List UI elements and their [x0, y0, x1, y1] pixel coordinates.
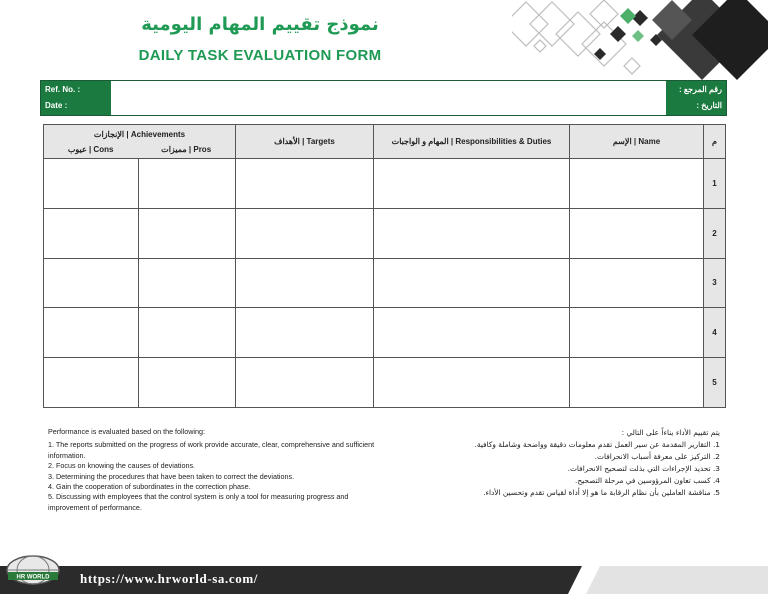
logo-text: HR WORLD [16, 574, 50, 581]
evaluation-table [43, 124, 726, 408]
cell-cons[interactable] [44, 308, 139, 358]
decorative-diamonds [512, 0, 768, 80]
reference-bar [40, 80, 727, 116]
table-row [44, 358, 726, 408]
notes-intro: Performance is evaluated based on the following: [48, 427, 206, 436]
title-english: DAILY TASK EVALUATION FORM [138, 47, 382, 64]
ref-input-area[interactable] [111, 81, 666, 115]
row-number: 5 [704, 358, 726, 408]
date-label: Date : [45, 101, 68, 110]
ref-labels-english [41, 81, 111, 115]
note-item-ar: 4. كسب تعاون المرؤوسين في مرحلة التصحيح. [574, 476, 720, 485]
table-row [44, 159, 726, 209]
cell-targets[interactable] [236, 208, 374, 258]
notes-arabic [390, 427, 720, 499]
cell-name[interactable] [570, 208, 704, 258]
ref-no-label-ar: رقم المرجع : [678, 85, 722, 94]
table-row [44, 208, 726, 258]
cell-duties[interactable] [374, 258, 570, 308]
row-number: 1 [704, 159, 726, 209]
row-number: 3 [704, 258, 726, 308]
header-number: م [704, 125, 726, 159]
table-row [44, 258, 726, 308]
cell-pros[interactable] [139, 258, 236, 308]
note-item: 2. Focus on knowing the causes of deviations. [48, 461, 196, 471]
website-link[interactable]: https://www.hrworld-sa.com/ [80, 571, 258, 586]
notes-intro-ar: يتم تقييم الأداء بناءاً على التالي : [621, 428, 720, 437]
cell-duties[interactable] [374, 308, 570, 358]
header-achievements: الإنجازات | Achievements عيوب | Cons مميزات | Pros [44, 125, 236, 159]
header-name: الإسم | Name [570, 125, 704, 159]
header-cons: عيوب | Cons [67, 144, 114, 154]
note-item: 3. Determining the procedures that have been taken to correct the deviations. [48, 471, 295, 481]
header-pros: مميزات | Pros [161, 144, 212, 154]
cell-cons[interactable] [44, 258, 139, 308]
header-duties: المهام و الواجبات | Responsibilities & Duties [374, 125, 570, 159]
hr-world-logo [4, 548, 62, 588]
note-item-ar: 1. التقارير المقدمة عن سير العمل تقدم معلومات دقيقة وواضحة وشاملة وكافية. [474, 440, 720, 449]
table-header-row [44, 125, 726, 159]
row-number: 2 [704, 208, 726, 258]
note-item: 5. Discussing with employees that the control system is only a tool for measuring progress and improvement of performance. [48, 492, 349, 512]
notes-english [48, 427, 378, 513]
note-item-ar: 2. التركيز على معرفة أسباب الانحرافات. [594, 452, 720, 461]
cell-duties[interactable] [374, 159, 570, 209]
title-arabic: نموذج تقييم المهام اليومية [141, 14, 379, 35]
cell-name[interactable] [570, 358, 704, 408]
cell-pros[interactable] [139, 358, 236, 408]
cell-targets[interactable] [236, 258, 374, 308]
cell-duties[interactable] [374, 208, 570, 258]
ref-no-label: Ref. No. : [45, 85, 81, 94]
cell-targets[interactable] [236, 358, 374, 408]
cell-pros[interactable] [139, 208, 236, 258]
cell-pros[interactable] [139, 308, 236, 358]
cell-name[interactable] [570, 258, 704, 308]
cell-duties[interactable] [374, 358, 570, 408]
cell-cons[interactable] [44, 159, 139, 209]
header-targets: الأهداف | Targets [236, 125, 374, 159]
note-item-ar: 3. تحديد الإجراءات التي بذلت لتصحيح الانحرافات. [567, 464, 720, 473]
cell-pros[interactable] [139, 159, 236, 209]
table-row [44, 308, 726, 358]
cell-name[interactable] [570, 159, 704, 209]
date-label-ar: التاريخ : [696, 101, 722, 110]
row-number: 4 [704, 308, 726, 358]
note-item: 4. Gain the cooperation of subordinates in the correction phase. [48, 482, 251, 492]
cell-targets[interactable] [236, 308, 374, 358]
cell-name[interactable] [570, 308, 704, 358]
ref-labels-arabic [666, 81, 726, 115]
note-item-ar: 5. مناقشة العاملين بأن نظام الرقابة ما هو إلا أداة لقياس تقدم وتحسين الأداء. [483, 488, 720, 497]
cell-cons[interactable] [44, 208, 139, 258]
cell-targets[interactable] [236, 159, 374, 209]
note-item: 1. The reports submitted on the progress of work provide accurate, clear, comprehensive and sufficient information. [48, 440, 375, 460]
cell-cons[interactable] [44, 358, 139, 408]
